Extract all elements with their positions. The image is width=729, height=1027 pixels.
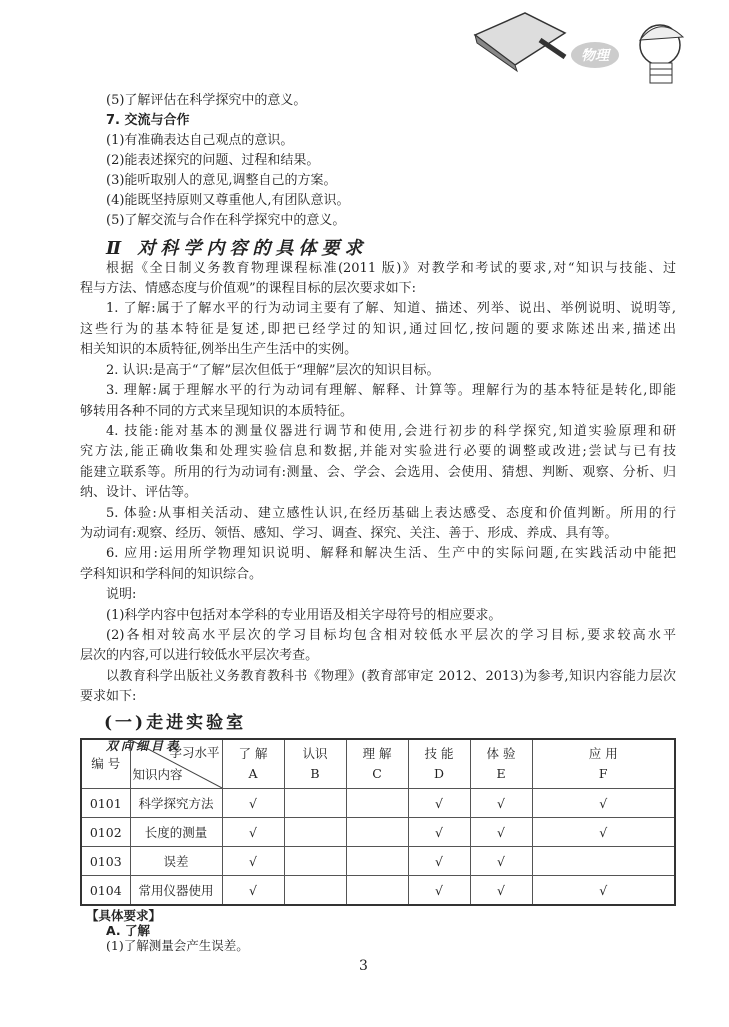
check-mark-cell	[284, 847, 346, 876]
text-line: (1)有准确表达自己观点的意识。	[106, 133, 294, 148]
text-line: 层次的内容,可以进行较低水平层次考查。	[80, 648, 319, 663]
level-header	[284, 739, 346, 789]
text-line: 以教育科学出版社义务教育教科书《物理》(教育部审定 2012、2013)为参考,知识内容能力层次	[106, 669, 676, 684]
text-line: (2)能表述探究的问题、过程和结果。	[106, 153, 320, 168]
subject-header-logo	[455, 5, 705, 85]
text-line: 相关知识的本质特征,例举出生产生活中的实例。	[80, 342, 358, 357]
table-header-row	[81, 739, 675, 789]
level-code: E	[496, 766, 506, 781]
table-row	[81, 847, 675, 876]
check-mark-cell: √	[532, 818, 675, 847]
check-mark-cell	[346, 818, 408, 847]
level-header	[408, 739, 470, 789]
check-mark-cell	[284, 789, 346, 818]
check-mark-cell: √	[408, 876, 470, 906]
check-mark-cell	[346, 789, 408, 818]
level-name: 了 解	[238, 746, 268, 761]
unit-heading: (一)走进实验室	[104, 713, 247, 733]
page-number: 3	[359, 958, 368, 974]
level-name: 应 用	[588, 746, 618, 761]
check-mark-cell: √	[470, 818, 532, 847]
text-line: 究方法,能正确收集和处理实验信息和数据,并能对实验进行必要的调整或改进;尝试与已有技	[80, 444, 676, 459]
row-id: 0103	[81, 847, 130, 876]
level-code: B	[310, 766, 320, 781]
level-name: 认识	[302, 746, 328, 761]
check-mark-cell	[346, 847, 408, 876]
diag-bottom-label: 知识内容	[132, 767, 183, 782]
text-line: 1. 了解:属于了解水平的行为动词主要有了解、知道、描述、列举、说出、举例说明、说明等,	[106, 301, 676, 316]
row-id: 0101	[81, 789, 130, 818]
table-title: 双向细目表	[106, 739, 182, 753]
text-line: 够转用各种不同的方式来呈现知识的本质特征。	[80, 404, 354, 419]
check-mark-cell: √	[408, 789, 470, 818]
check-mark-cell: √	[470, 789, 532, 818]
level-name: 体 验	[486, 746, 516, 761]
text-line: 说明:	[106, 587, 137, 602]
check-mark-cell: √	[470, 847, 532, 876]
text-line: 这些行为的基本特征是复述,即把已经学过的知识,通过回忆,按问题的要求陈述出来,描述出	[80, 322, 676, 337]
text-line: (2)各相对较高水平层次的学习目标均包含相对较低水平层次的学习目标,要求较高水平	[106, 628, 676, 643]
row-content: 科学探究方法	[130, 789, 222, 818]
level-code: D	[433, 766, 445, 781]
text-line: 程与方法、情感态度与价值观”的课程目标的层次要求如下:	[80, 281, 417, 296]
text-line: 根据《全日制义务教育物理课程标准(2011 版)》对教学和考试的要求,对“知识与技能、过	[106, 261, 676, 276]
specific-item: (1)了解测量会产生误差。	[106, 938, 249, 953]
check-mark-cell: √	[222, 847, 284, 876]
row-id: 0104	[81, 876, 130, 906]
text-line: 6. 应用:运用所学物理知识说明、解释和解决生活、生产中的实际问题,在实践活动中能把	[106, 546, 676, 561]
table-row	[81, 818, 675, 847]
level-header	[346, 739, 408, 789]
check-mark-cell: √	[408, 818, 470, 847]
text-line: (3)能听取别人的意见,调整自己的方案。	[106, 173, 337, 188]
text-line: (5)了解评估在科学探究中的意义。	[106, 93, 307, 108]
text-line: 3. 理解:属于理解水平的行为动词有理解、解释、计算等。理解行为的基本特征是转化,即能	[106, 383, 676, 398]
text-line: 为动词有:观察、经历、领悟、感知、学习、调查、探究、关注、善于、形成、养成、具有等。	[80, 526, 618, 541]
text-line: 学科知识和学科间的知识综合。	[80, 567, 263, 582]
text-line: (5)了解交流与合作在科学探究中的意义。	[106, 213, 346, 228]
check-mark-cell: √	[532, 876, 675, 906]
text-line: 2. 认识:是高于“了解”层次但低于“理解”层次的知识目标。	[106, 363, 440, 378]
specific-level: A. 了解	[106, 923, 151, 938]
level-name: 技 能	[424, 746, 454, 761]
check-mark-cell: √	[470, 876, 532, 906]
check-mark-cell: √	[222, 789, 284, 818]
level-code: A	[248, 766, 258, 781]
check-mark-cell: √	[222, 818, 284, 847]
section-heading: Ⅱ 对科学内容的具体要求	[106, 238, 368, 259]
check-mark-cell: √	[222, 876, 284, 906]
check-mark-cell	[346, 876, 408, 906]
text-line: 要求如下:	[80, 689, 137, 704]
level-header	[222, 739, 284, 789]
row-content: 长度的测量	[130, 818, 222, 847]
level-name: 理 解	[362, 746, 392, 761]
text-line: (4)能既坚持原则又尊重他人,有团队意识。	[106, 193, 350, 208]
text-line: 纳、设计、评估等。	[80, 485, 198, 500]
check-mark-cell: √	[408, 847, 470, 876]
level-header	[532, 739, 675, 789]
table-row	[81, 876, 675, 906]
row-id: 0102	[81, 818, 130, 847]
text-line: 能建立联系等。所用的行为动词有:测量、会、学会、会选用、会使用、猜想、判断、观察、分析、归	[80, 465, 676, 480]
level-header	[470, 739, 532, 789]
check-mark-cell: √	[532, 789, 675, 818]
specific-requirements-title: 【具体要求】	[86, 908, 162, 923]
diag-top-label: 学习水平	[169, 745, 220, 760]
level-code: C	[372, 766, 382, 781]
objectives-table	[80, 738, 676, 906]
text-line: 7. 交流与合作	[106, 113, 190, 128]
row-content: 误差	[130, 847, 222, 876]
col-id-header: 编 号	[81, 739, 130, 789]
text-line: (1)科学内容中包括对本学科的专业用语及相关字母符号的相应要求。	[106, 608, 502, 623]
book-pencil-cartoon-icon	[455, 5, 705, 85]
level-code: F	[598, 766, 608, 781]
table-row	[81, 789, 675, 818]
check-mark-cell	[284, 818, 346, 847]
subject-badge-text: 物理	[581, 48, 609, 64]
check-mark-cell	[284, 876, 346, 906]
row-content: 常用仪器使用	[130, 876, 222, 906]
text-line: 5. 体验:从事相关活动、建立感性认识,在经历基础上表达感受、态度和价值判断。所用的行	[106, 506, 676, 521]
check-mark-cell	[532, 847, 675, 876]
diagonal-header-cell	[130, 739, 222, 789]
text-line: 4. 技能:能对基本的测量仪器进行调节和使用,会进行初步的科学探究,知道实验原理和研	[106, 424, 676, 439]
